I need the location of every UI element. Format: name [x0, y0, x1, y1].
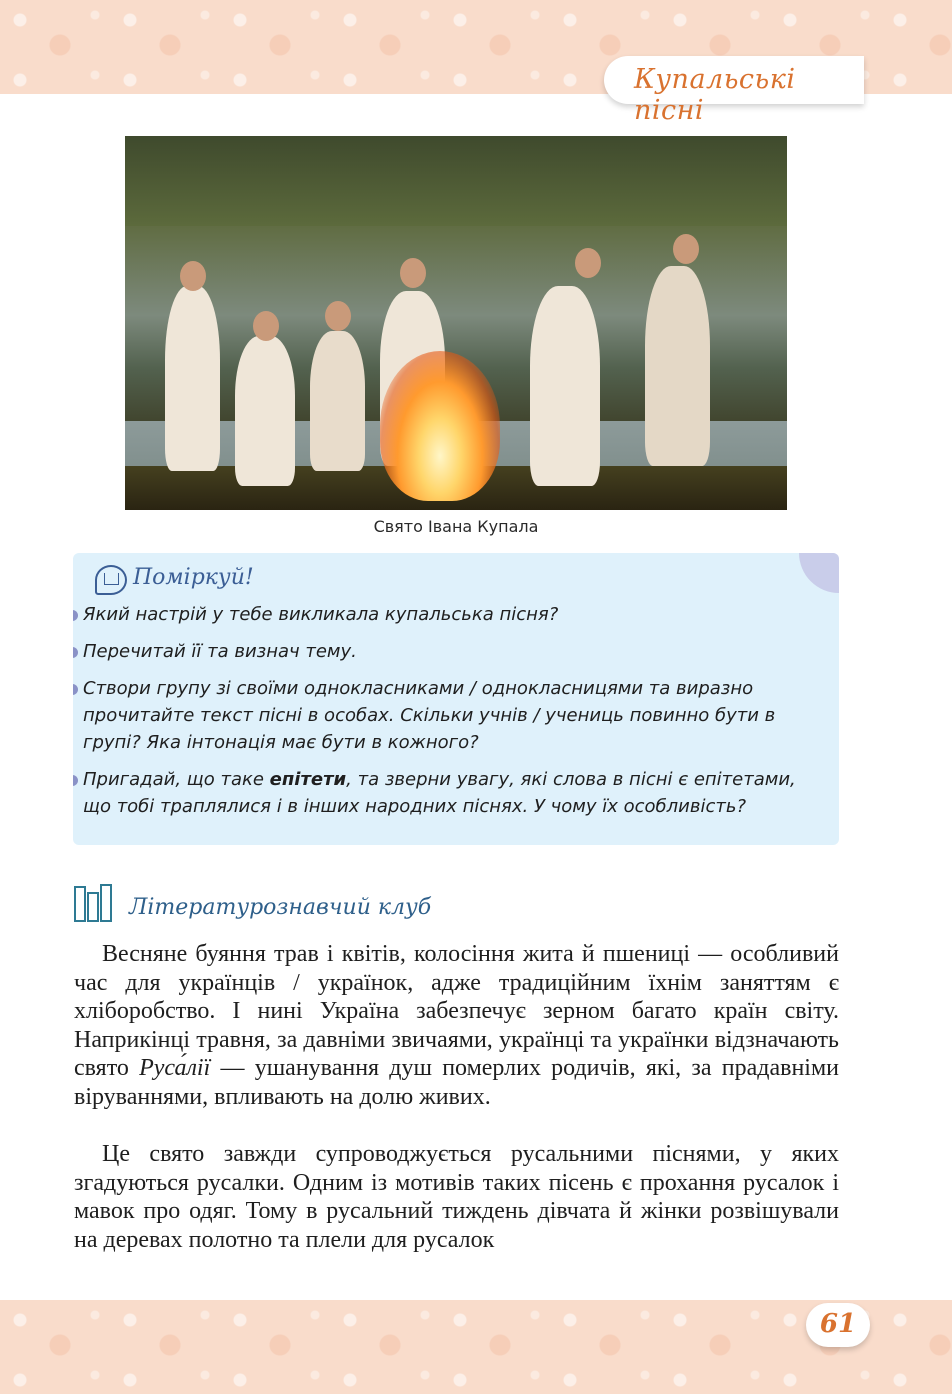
photo-person-head	[325, 301, 351, 331]
body-paragraph-1	[74, 940, 839, 1112]
chapter-title-tab	[604, 56, 864, 126]
paragraph-text: Весняне буяння трав і квітів, колосіння жита й пшениці — особливий час для українців / українок, адже традиційним їхнім заняттям є хліборобство. І нині Україна забезпечує зерном багато країн світу. Наприкінці травня, за давніми звичаями, українці та українки відзначають свято	[74, 941, 839, 1082]
photo-person	[165, 286, 220, 471]
speech-book-icon	[95, 565, 127, 595]
bullet-icon	[73, 610, 78, 621]
photo-person-head	[575, 248, 601, 278]
question-item	[73, 766, 813, 820]
photo-bonfire	[380, 351, 500, 501]
photo-person-head	[180, 261, 206, 291]
question-list	[73, 601, 839, 830]
photo-person-head	[673, 234, 699, 264]
photo-person	[530, 286, 600, 486]
question-text: Створи групу зі своїми однокласниками / однокласницями та виразно прочитайте текст пісні в особах. Скільки учнів / учениць повинно бути в групі? Яка інтонація має бути в кожного?	[83, 678, 776, 753]
question-text	[83, 766, 813, 820]
question-text-start: Пригадай, що таке	[83, 769, 270, 790]
question-item	[73, 638, 813, 665]
literary-club-title: Літературознавчий клуб	[129, 895, 432, 920]
question-text: Перечитай її та визнач тему.	[83, 641, 357, 662]
photo-background-trees	[125, 136, 787, 226]
term-rusalii: Руса́лії	[139, 1055, 211, 1082]
photo-person	[235, 336, 295, 486]
chapter-title: Купальські пісні	[634, 64, 796, 126]
photo-person	[645, 266, 710, 466]
body-paragraph-2: Це свято завжди супроводжується русальними піснями, у яких згадуються русалки. Одним із мотивів таких пісень є прохання русалок і мавок про одяг. Тому в русальний тиждень дівчата й жінки розвішували на деревах полотно та плели для русалок	[74, 1141, 839, 1253]
page-number-badge	[806, 1303, 870, 1347]
photo-person-head	[253, 311, 279, 341]
think-box	[73, 553, 839, 845]
bullet-icon	[73, 647, 78, 658]
question-text: Який настрій у тебе викликала купальська пісня?	[83, 604, 559, 625]
photo-caption: Свято Івана Купала	[373, 517, 539, 536]
photo-person	[310, 331, 365, 471]
bullet-icon	[73, 775, 78, 786]
question-text-end: , та зверни увагу, які слова в пісні є епітетами, що тобі траплялися і в інших народних піснях. У чому їх особливість?	[83, 769, 796, 817]
bullet-icon	[73, 684, 78, 695]
term-epithets: епітети	[269, 769, 347, 790]
paragraph-text-end: — ушанування душ померлих родичів, які, за прадавніми віруваннями, впливають на долю живих.	[74, 1055, 839, 1110]
kupala-festival-photo	[125, 136, 787, 510]
books-icon	[74, 884, 114, 922]
question-item	[73, 601, 813, 628]
photo-person-head	[400, 258, 426, 288]
page-number: 61	[819, 1309, 857, 1339]
think-box-title: Поміркуй!	[133, 565, 254, 590]
question-item	[73, 675, 813, 756]
think-box-corner-decoration	[799, 553, 839, 593]
